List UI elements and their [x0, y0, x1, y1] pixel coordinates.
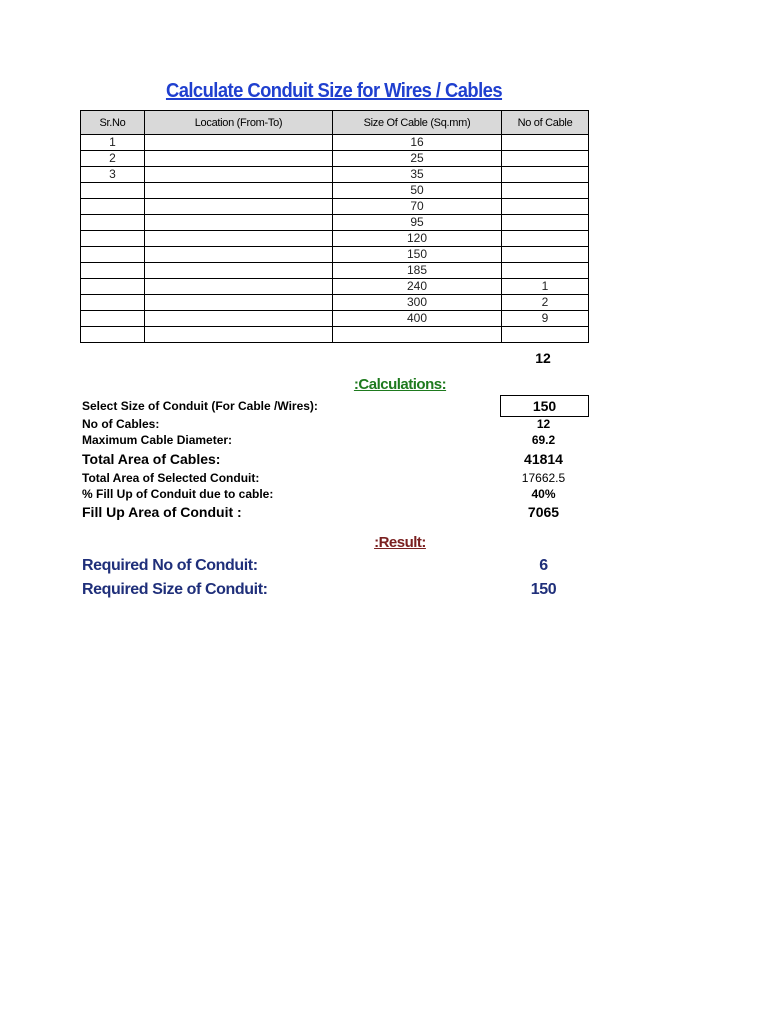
cell-no-of-cable[interactable]: 1	[502, 279, 589, 295]
cell-no-of-cable[interactable]	[502, 215, 589, 231]
cell-cable-size[interactable]: 240	[333, 279, 502, 295]
cell-sr-no[interactable]	[81, 231, 145, 247]
table-row	[81, 263, 589, 279]
cell-no-of-cable[interactable]	[502, 183, 589, 199]
cell-no-of-cable[interactable]	[502, 231, 589, 247]
cell-location[interactable]	[145, 327, 333, 343]
table-row	[81, 199, 589, 215]
total-area-conduit-value: 17662.5	[521, 471, 566, 485]
table-row	[81, 183, 589, 199]
header-cable-size: Size Of Cable (Sq.mm)	[333, 111, 502, 135]
header-location: Location (From-To)	[145, 111, 333, 135]
cell-cable-size[interactable]: 70	[333, 199, 502, 215]
required-no-conduit-label: Required No of Conduit:	[82, 557, 258, 574]
cell-cable-size[interactable]: 120	[333, 231, 502, 247]
table-row	[81, 327, 589, 343]
cell-location[interactable]	[145, 263, 333, 279]
cell-cable-size[interactable]: 95	[333, 215, 502, 231]
no-of-cables-value: 12	[536, 417, 551, 431]
cell-sr-no[interactable]	[81, 183, 145, 199]
total-cable-count: 12	[535, 350, 551, 366]
cell-cable-size[interactable]	[333, 327, 502, 343]
cell-cable-size[interactable]: 400	[333, 311, 502, 327]
cell-location[interactable]	[145, 199, 333, 215]
fill-up-percent-label: % Fill Up of Conduit due to cable:	[82, 487, 274, 501]
cell-sr-no[interactable]: 3	[81, 167, 145, 183]
fill-up-area-value: 7065	[527, 504, 560, 520]
cell-sr-no[interactable]	[81, 199, 145, 215]
select-conduit-size-input[interactable]: 150	[500, 395, 589, 417]
cell-cable-size[interactable]: 185	[333, 263, 502, 279]
result-heading: :Result:	[374, 534, 426, 551]
no-of-cables-label: No of Cables:	[82, 417, 160, 431]
cell-sr-no[interactable]	[81, 263, 145, 279]
table-row	[81, 247, 589, 263]
cell-sr-no[interactable]: 2	[81, 151, 145, 167]
required-size-conduit-value: 150	[530, 581, 557, 598]
table-row	[81, 311, 589, 327]
cell-no-of-cable[interactable]	[502, 327, 589, 343]
cell-sr-no[interactable]: 1	[81, 135, 145, 151]
cell-cable-size[interactable]: 300	[333, 295, 502, 311]
table-row	[81, 151, 589, 167]
cell-sr-no[interactable]	[81, 311, 145, 327]
table-row	[81, 295, 589, 311]
cell-no-of-cable[interactable]: 9	[502, 311, 589, 327]
cell-location[interactable]	[145, 215, 333, 231]
select-conduit-size-label: Select Size of Conduit (For Cable /Wires):	[82, 399, 318, 413]
table-row	[81, 215, 589, 231]
fill-up-percent-value: 40%	[531, 487, 556, 501]
cell-location[interactable]	[145, 167, 333, 183]
cell-cable-size[interactable]: 50	[333, 183, 502, 199]
cell-no-of-cable[interactable]	[502, 199, 589, 215]
header-no-of-cable: No of Cable	[502, 111, 589, 135]
fill-up-area-label: Fill Up Area of Conduit :	[82, 504, 242, 520]
max-cable-diameter-value: 69.2	[531, 433, 556, 447]
cell-no-of-cable[interactable]	[502, 135, 589, 151]
cell-no-of-cable[interactable]: 2	[502, 295, 589, 311]
cell-location[interactable]	[145, 231, 333, 247]
cell-location[interactable]	[145, 311, 333, 327]
total-area-conduit-label: Total Area of Selected Conduit:	[82, 471, 260, 485]
table-row	[81, 231, 589, 247]
table-header-row	[81, 111, 589, 135]
cell-cable-size[interactable]: 35	[333, 167, 502, 183]
required-no-conduit-value: 6	[539, 557, 548, 574]
cell-sr-no[interactable]	[81, 215, 145, 231]
total-area-cables-value: 41814	[524, 451, 563, 467]
cell-no-of-cable[interactable]	[502, 167, 589, 183]
cell-location[interactable]	[145, 135, 333, 151]
cell-no-of-cable[interactable]	[502, 151, 589, 167]
table-body	[81, 135, 589, 343]
table-row	[81, 279, 589, 295]
cell-location[interactable]	[145, 247, 333, 263]
table-row	[81, 167, 589, 183]
cell-no-of-cable[interactable]	[502, 263, 589, 279]
max-cable-diameter-label: Maximum Cable Diameter:	[82, 433, 233, 447]
cell-cable-size[interactable]: 150	[333, 247, 502, 263]
total-area-cables-label: Total Area of Cables:	[82, 451, 221, 467]
cell-sr-no[interactable]	[81, 279, 145, 295]
cell-cable-size[interactable]: 16	[333, 135, 502, 151]
cell-location[interactable]	[145, 279, 333, 295]
table-row	[81, 135, 589, 151]
header-sr-no: Sr.No	[81, 111, 145, 135]
cell-location[interactable]	[145, 151, 333, 167]
cell-location[interactable]	[145, 183, 333, 199]
required-size-conduit-label: Required Size of Conduit:	[82, 581, 268, 598]
cell-location[interactable]	[145, 295, 333, 311]
cable-table	[80, 110, 589, 343]
cell-sr-no[interactable]	[81, 247, 145, 263]
cell-cable-size[interactable]: 25	[333, 151, 502, 167]
cell-sr-no[interactable]	[81, 295, 145, 311]
cell-sr-no[interactable]	[81, 327, 145, 343]
calculations-heading: :Calculations:	[353, 376, 447, 393]
cell-no-of-cable[interactable]	[502, 247, 589, 263]
page-title: Calculate Conduit Size for Wires / Cables	[165, 80, 503, 102]
